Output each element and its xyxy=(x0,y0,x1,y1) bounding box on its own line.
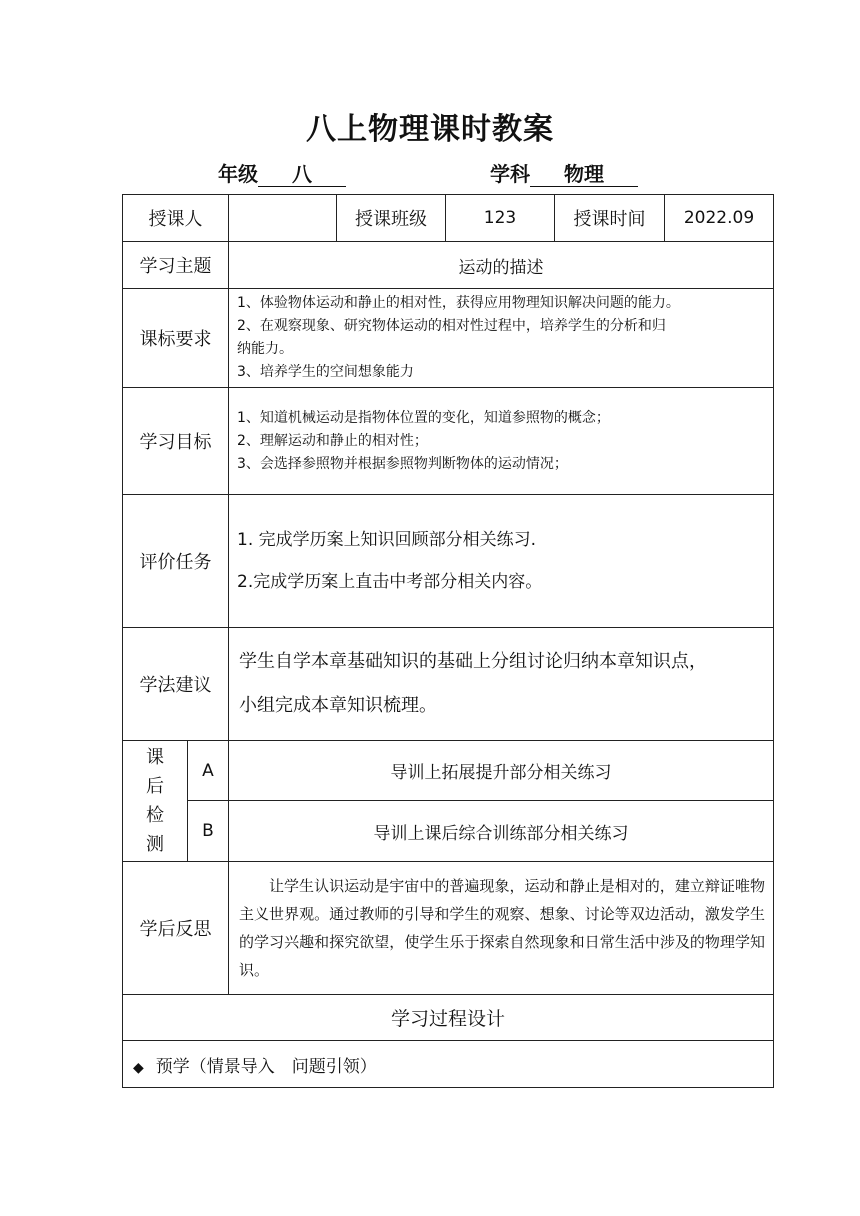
assessment-label: 评价任务 xyxy=(123,495,229,628)
topic-value: 运动的描述 xyxy=(229,242,774,289)
post-check-row-a xyxy=(123,741,774,801)
post-check-char: 后 xyxy=(146,776,164,797)
document-title: 八上物理课时教案 xyxy=(306,112,554,147)
post-check-char: 课 xyxy=(146,747,164,768)
post-check-char: 检 xyxy=(146,805,164,826)
goals-label: 学习目标 xyxy=(123,388,229,495)
class-label: 授课班级 xyxy=(337,195,446,242)
assessment-line: 1. 完成学历案上知识回顾部分相关练习. xyxy=(237,530,537,550)
header-row xyxy=(123,195,774,242)
grade-line xyxy=(218,158,346,187)
process-item-label: 预学（情景导入 问题引领） xyxy=(155,1056,377,1077)
post-check-b-label: B xyxy=(188,801,229,862)
standards-content xyxy=(229,289,774,388)
process-title: 学习过程设计 xyxy=(123,995,774,1041)
post-check-b-value: 导训上课后综合训练部分相关练习 xyxy=(229,801,774,862)
standards-line: 3、培养学生的空间想象能力 xyxy=(237,364,414,380)
standards-line: 纳能力。 xyxy=(237,341,293,357)
goals-content xyxy=(229,388,774,495)
standards-row xyxy=(123,289,774,388)
standards-line: 2、在观察现象、研究物体运动的相对性过程中，培养学生的分析和归 xyxy=(237,318,666,334)
lesson-plan-table xyxy=(122,194,774,1088)
goals-line: 1、知道机械运动是指物体位置的变化，知道参照物的概念； xyxy=(237,409,610,426)
standards-label: 课标要求 xyxy=(123,289,229,388)
assessment-content xyxy=(229,495,774,628)
diamond-bullet-icon: ◆ xyxy=(133,1059,144,1076)
topic-label: 学习主题 xyxy=(123,242,229,289)
class-value: 123 xyxy=(446,195,555,242)
post-check-a-label: A xyxy=(188,741,229,801)
goals-line: 2、理解运动和静止的相对性； xyxy=(237,432,428,449)
reflection-text: 让学生认识运动是宇宙中的普遍现象，运动和静止是相对的，建立辩证唯物主义世界观。通过教师的引导和学生的观察、想象、讨论等双边活动，激发学生的学习兴趣和探究欲望，使学生乐于探索自然现象和日常生活中涉及的物理学知识。 xyxy=(239,877,765,979)
subject-value: 物理 xyxy=(530,162,638,187)
process-item xyxy=(123,1041,774,1088)
post-check-row-b xyxy=(123,801,774,862)
goals-row xyxy=(123,388,774,495)
method-line: 学生自学本章基础知识的基础上分组讨论归纳本章知识点， xyxy=(239,651,707,672)
process-item-row xyxy=(123,1041,774,1088)
reflection-label: 学后反思 xyxy=(123,862,229,995)
grade-label: 年级 xyxy=(218,162,258,186)
subject-line xyxy=(490,158,638,187)
topic-row xyxy=(123,242,774,289)
method-content xyxy=(229,628,774,741)
assessment-line: 2.完成学历案上直击中考部分相关内容。 xyxy=(237,572,543,592)
goals-line: 3、会选择参照物并根据参照物判断物体的运动情况； xyxy=(237,455,568,472)
post-check-char: 测 xyxy=(146,834,164,855)
teacher-value xyxy=(229,195,337,242)
post-check-label xyxy=(123,741,188,862)
reflection-content xyxy=(229,862,774,995)
subject-label: 学科 xyxy=(490,162,530,186)
method-label: 学法建议 xyxy=(123,628,229,741)
grade-value: 八 xyxy=(258,162,346,187)
teacher-label: 授课人 xyxy=(123,195,229,242)
standards-line: 1、体验物体运动和静止的相对性，获得应用物理知识解决问题的能力。 xyxy=(237,295,680,311)
assessment-row xyxy=(123,495,774,628)
time-label: 授课时间 xyxy=(555,195,665,242)
method-line: 小组完成本章知识梳理。 xyxy=(239,695,437,716)
time-value: 2022.09 xyxy=(665,195,774,242)
method-row xyxy=(123,628,774,741)
process-title-row xyxy=(123,995,774,1041)
post-check-a-value: 导训上拓展提升部分相关练习 xyxy=(229,741,774,801)
reflection-row xyxy=(123,862,774,995)
